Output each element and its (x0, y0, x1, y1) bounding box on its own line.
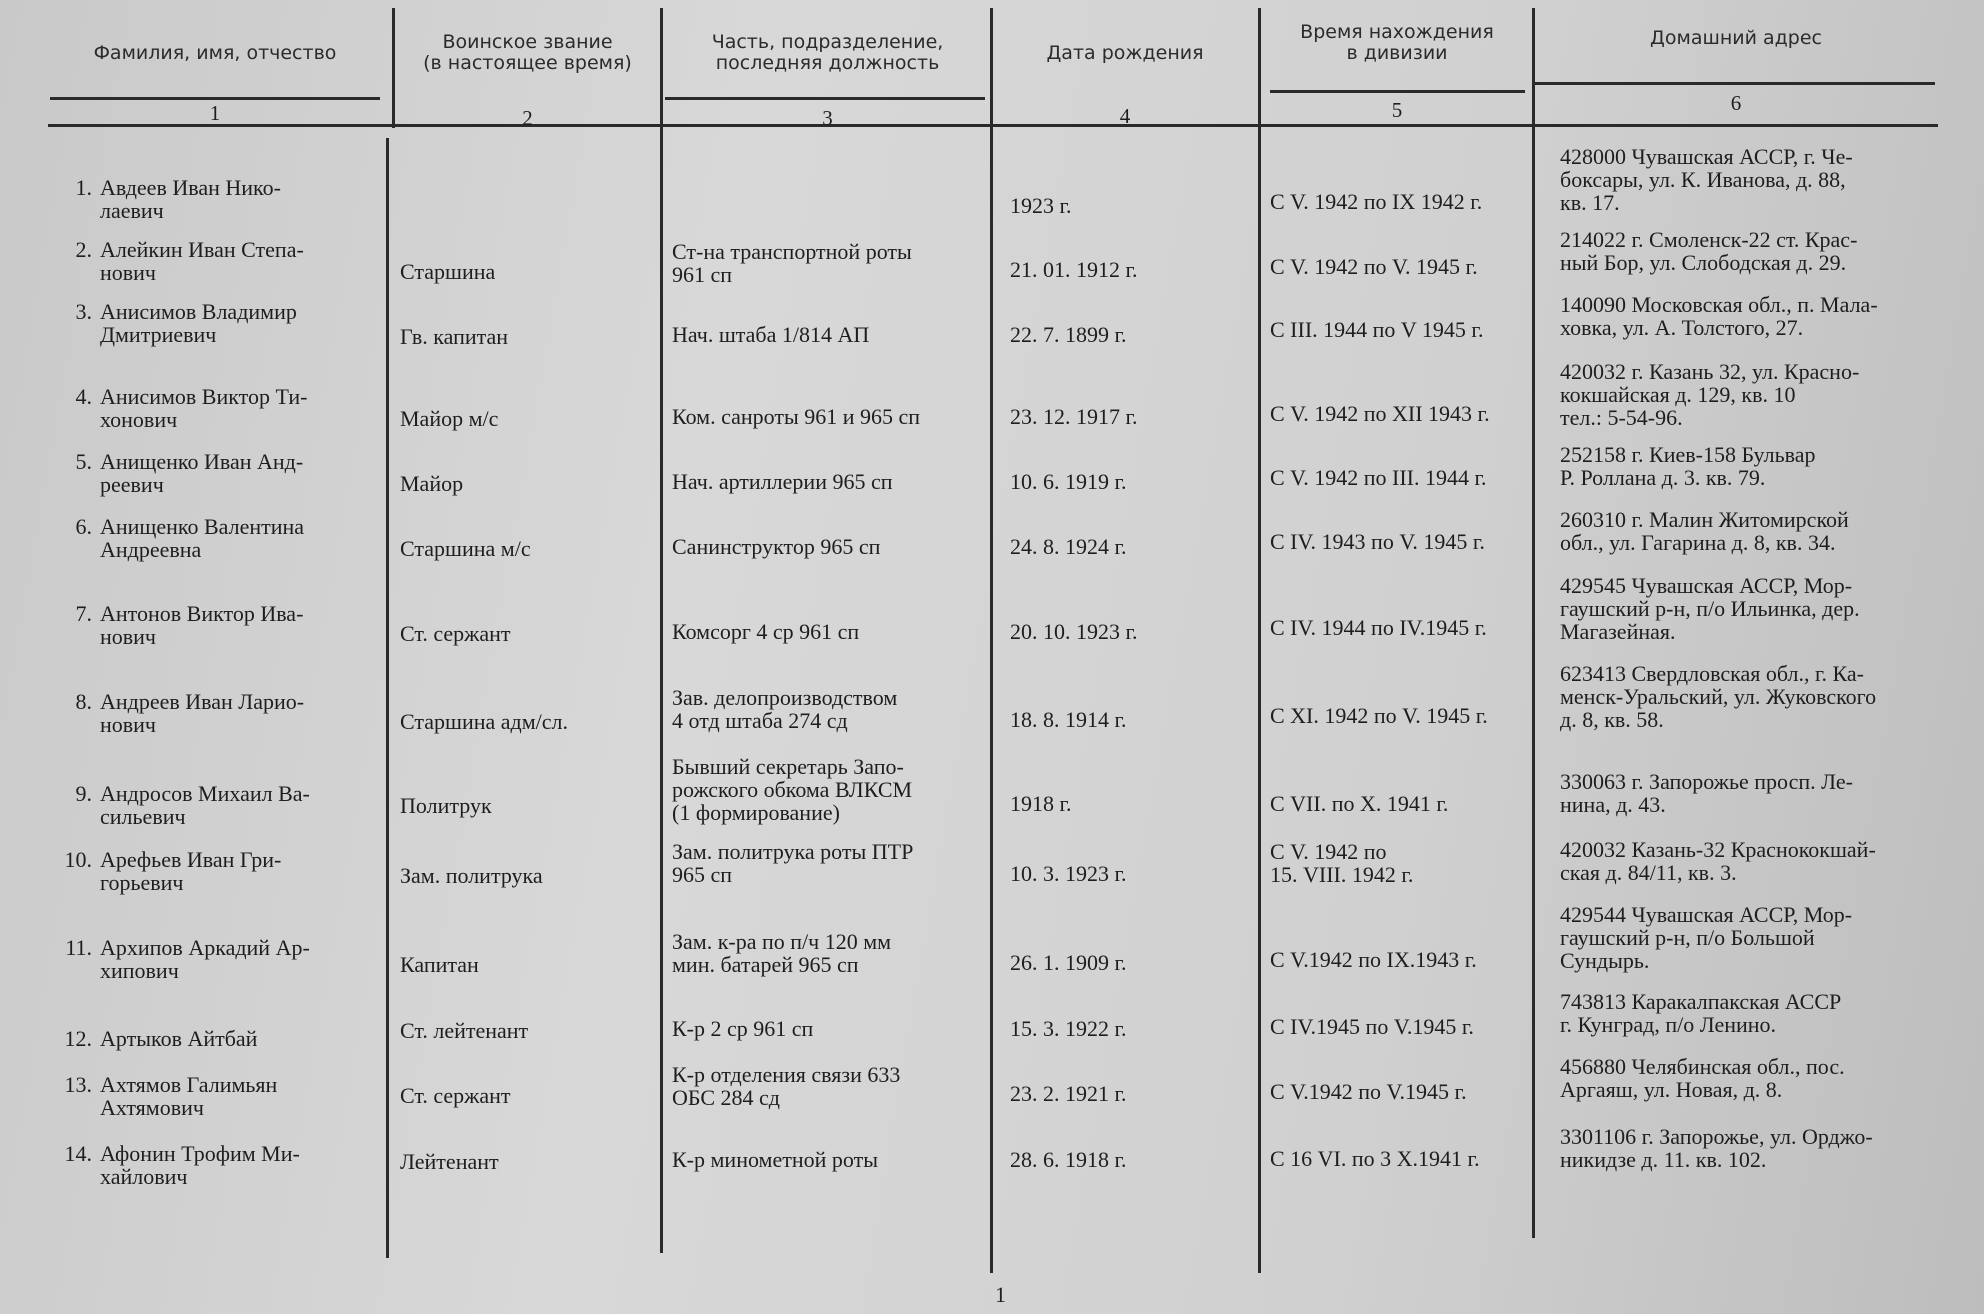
row-number: 8. (75, 689, 92, 714)
person-name: Анисимов Владимир Дмитриевич (100, 299, 297, 347)
table-row (30, 300, 365, 350)
row-number: 7. (75, 601, 92, 626)
unit-position: Комсорг 4 ср 961 сп (672, 619, 860, 644)
page-number: 1 (995, 1282, 1006, 1307)
unit-position: Санинструктор 965 сп (672, 534, 881, 559)
service-period: С IV. 1943 по V. 1945 г. (1270, 529, 1485, 554)
person-name: Андросов Михаил Ва- сильевич (100, 781, 310, 829)
header-col3: Часть, подразделение, последняя должность (711, 31, 944, 74)
military-rank: Ст. лейтенант (400, 1018, 529, 1043)
column-divider-4 (1258, 8, 1261, 1273)
person-name: Андреев Иван Ларио- нович (100, 689, 305, 737)
service-period: С IV. 1944 по IV.1945 г. (1270, 615, 1487, 640)
birth-date: 28. 6. 1918 г. (1010, 1147, 1127, 1172)
row-number: 10. (64, 847, 92, 872)
row-number: 5. (75, 449, 92, 474)
unit-position: К-р 2 ср 961 сп (672, 1016, 814, 1041)
home-address: 330063 г. Запорожье просп. Ле- нина, д. 43. (1560, 769, 1853, 817)
header-col5: Время нахождения в дивизии (1300, 21, 1494, 64)
home-address: 623413 Свердловская обл., г. Ка- менск-Уральский, ул. Жуковского д. 8, кв. 58. (1560, 661, 1877, 732)
unit-position: Зам. политрука роты ПТР 965 сп (672, 839, 914, 887)
unit-position: Зав. делопроизводством 4 отд штаба 274 сд (672, 685, 898, 733)
header-col1: Фамилия, имя, отчество (93, 42, 337, 64)
person-name: Анищенко Иван Анд- реевич (100, 449, 304, 497)
column-number-4: 4 (1119, 104, 1131, 128)
table-row (30, 176, 365, 226)
person-name: Авдеев Иван Нико- лаевич (100, 175, 281, 223)
unit-position: Зам. к-ра по п/ч 120 мм мин. батарей 965 сп (672, 929, 892, 977)
column-number-2: 2 (522, 106, 533, 130)
row-number: 14. (64, 1141, 92, 1166)
table-row (30, 1027, 365, 1077)
table-row (30, 515, 365, 565)
table-row (30, 782, 365, 832)
header-col2: Воинское звание (в настоящее время) (423, 31, 632, 74)
person-name: Ахтямов Галимьян Ахтямович (100, 1072, 278, 1120)
row-number: 2. (75, 237, 92, 262)
person-name: Антонов Виктор Ива- нович (100, 601, 304, 649)
person-name: Анисимов Виктор Ти- хонович (100, 384, 308, 432)
home-address: 428000 Чувашская АССР, г. Че- боксары, ул. К. Иванова, д. 88, кв. 17. (1560, 144, 1853, 215)
service-period: С V. 1942 по V. 1945 г. (1270, 254, 1478, 279)
birth-date: 10. 3. 1923 г. (1010, 861, 1127, 886)
service-period: С V. 1942 по 15. VIII. 1942 г. (1270, 839, 1414, 887)
table-row (30, 602, 365, 652)
home-address: 420032 г. Казань 32, ул. Красно- кокшайская д. 129, кв. 10 тел.: 5-54-96. (1560, 359, 1860, 430)
service-period: С V.1942 по V.1945 г. (1270, 1079, 1467, 1104)
birth-date: 1923 г. (1010, 193, 1072, 218)
column-number-1: 1 (209, 101, 221, 125)
military-rank: Майор м/с (400, 406, 499, 431)
row-number: 4. (75, 384, 92, 409)
service-period: С VII. по X. 1941 г. (1270, 791, 1449, 816)
unit-position: Нач. артиллерии 965 сп (672, 469, 893, 494)
row-number: 12. (64, 1026, 92, 1051)
table-row (30, 1142, 365, 1192)
home-address: 252158 г. Киев-158 Бульвар Р. Роллана д. 3. кв. 79. (1560, 442, 1816, 490)
column-divider-3 (990, 8, 993, 1273)
person-name: Архипов Аркадий Ар- хипович (100, 935, 310, 983)
table-row (30, 690, 365, 740)
military-rank: Старшина адм/сл. (400, 709, 569, 734)
birth-date: 24. 8. 1924 г. (1010, 534, 1127, 559)
header-rule-top (50, 97, 380, 100)
unit-position: Нач. штаба 1/814 АП (672, 322, 870, 347)
unit-position: К-р минометной роты (672, 1147, 879, 1172)
home-address: 743813 Каракалпакская АССР г. Кунград, п/о Ленино. (1560, 989, 1842, 1037)
birth-date: 21. 01. 1912 г. (1010, 257, 1138, 282)
table-row (30, 450, 365, 500)
service-period: С V. 1942 по XII 1943 г. (1270, 401, 1490, 426)
home-address: 429544 Чувашская АССР, Мор- гаушский р-н, п/о Большой Сундырь. (1560, 902, 1853, 973)
column-number-3: 3 (822, 106, 833, 130)
birth-date: 15. 3. 1922 г. (1010, 1016, 1127, 1041)
unit-position: Ст-на транспортной роты 961 сп (672, 239, 912, 287)
military-rank: Зам. политрука (400, 863, 543, 888)
home-address: 260310 г. Малин Житомирской обл., ул. Гагарина д. 8, кв. 34. (1560, 507, 1849, 555)
military-rank: Гв. капитан (400, 324, 509, 349)
service-period: С IV.1945 по V.1945 г. (1270, 1014, 1474, 1039)
row-number: 1. (75, 175, 92, 200)
table-row (30, 238, 365, 288)
column-number-6: 6 (1730, 91, 1742, 115)
service-period: С V. 1942 по IX 1942 г. (1270, 189, 1483, 214)
person-name: Анищенко Валентина Андреевна (100, 514, 305, 562)
header-rule-col5 (1270, 90, 1525, 93)
home-address: 429545 Чувашская АССР, Мор- гаушский р-н, п/о Ильинка, дер. Магазейная. (1560, 573, 1860, 644)
unit-position: Ком. санроты 961 и 965 сп (672, 404, 921, 429)
table-row (30, 936, 365, 986)
birth-date: 22. 7. 1899 г. (1010, 322, 1127, 347)
column-divider-2 (660, 8, 663, 1253)
header-col6: Домашний адрес (1650, 27, 1822, 49)
table-row (30, 385, 365, 435)
military-rank: Политрук (400, 793, 492, 818)
home-address: 456880 Челябинская обл., пос. Аргаяш, ул. Новая, д. 8. (1560, 1054, 1845, 1102)
military-rank: Капитан (400, 952, 479, 977)
military-rank: Майор (400, 471, 464, 496)
header-rule-col3 (665, 97, 985, 100)
row-number: 9. (75, 781, 92, 806)
military-rank: Ст. сержант (400, 1083, 511, 1108)
person-name: Алейкин Иван Степа- нович (100, 237, 304, 285)
birth-date: 26. 1. 1909 г. (1010, 950, 1127, 975)
birth-date: 23. 12. 1917 г. (1010, 404, 1138, 429)
table-row (30, 848, 365, 898)
birth-date: 18. 8. 1914 г. (1010, 707, 1127, 732)
service-period: С 16 VI. по 3 X.1941 г. (1270, 1146, 1480, 1171)
birth-date: 20. 10. 1923 г. (1010, 619, 1138, 644)
military-rank: Старшина м/с (400, 536, 531, 561)
birth-date: 23. 2. 1921 г. (1010, 1081, 1127, 1106)
birth-date: 1918 г. (1010, 791, 1072, 816)
row-number: 3. (75, 299, 92, 324)
home-address: 140090 Московская обл., п. Мала- ховка, ул. А. Толстого, 27. (1560, 292, 1878, 340)
military-rank: Ст. сержант (400, 621, 511, 646)
service-period: С V. 1942 по III. 1944 г. (1270, 465, 1487, 490)
service-period: С XI. 1942 по V. 1945 г. (1270, 703, 1488, 728)
header-col4: Дата рождения (1046, 42, 1204, 64)
service-period: С III. 1944 по V 1945 г. (1270, 317, 1484, 342)
service-period: С V.1942 по IX.1943 г. (1270, 947, 1477, 972)
row-number: 6. (75, 514, 92, 539)
table-row (30, 1073, 365, 1123)
home-address: 420032 Казань-32 Краснококшай- ская д. 84/11, кв. 3. (1560, 837, 1876, 885)
unit-position: К-р отделения связи 633 ОБС 284 сд (672, 1062, 901, 1110)
person-name: Арефьев Иван Гри- горьевич (100, 847, 282, 895)
row-number: 13. (64, 1072, 92, 1097)
column-number-5: 5 (1391, 98, 1403, 122)
military-rank: Лейтенант (400, 1149, 499, 1174)
row-number: 11. (65, 935, 92, 960)
home-address: 3301106 г. Запорожье, ул. Орджо- никидзе д. 11. кв. 102. (1560, 1124, 1873, 1172)
person-name: Афонин Трофим Ми- хайлович (100, 1141, 300, 1189)
person-name: Артыков Айтбай (100, 1026, 258, 1051)
military-rank: Старшина (400, 259, 496, 284)
unit-position: Бывший секретарь Запо- рожского обкома ВЛКСМ (1 формирование) (672, 754, 913, 825)
header-rule-col6 (1535, 82, 1935, 85)
birth-date: 10. 6. 1919 г. (1010, 469, 1127, 494)
home-address: 214022 г. Смоленск-22 ст. Крас- ный Бор, ул. Слободская д. 29. (1560, 227, 1858, 275)
